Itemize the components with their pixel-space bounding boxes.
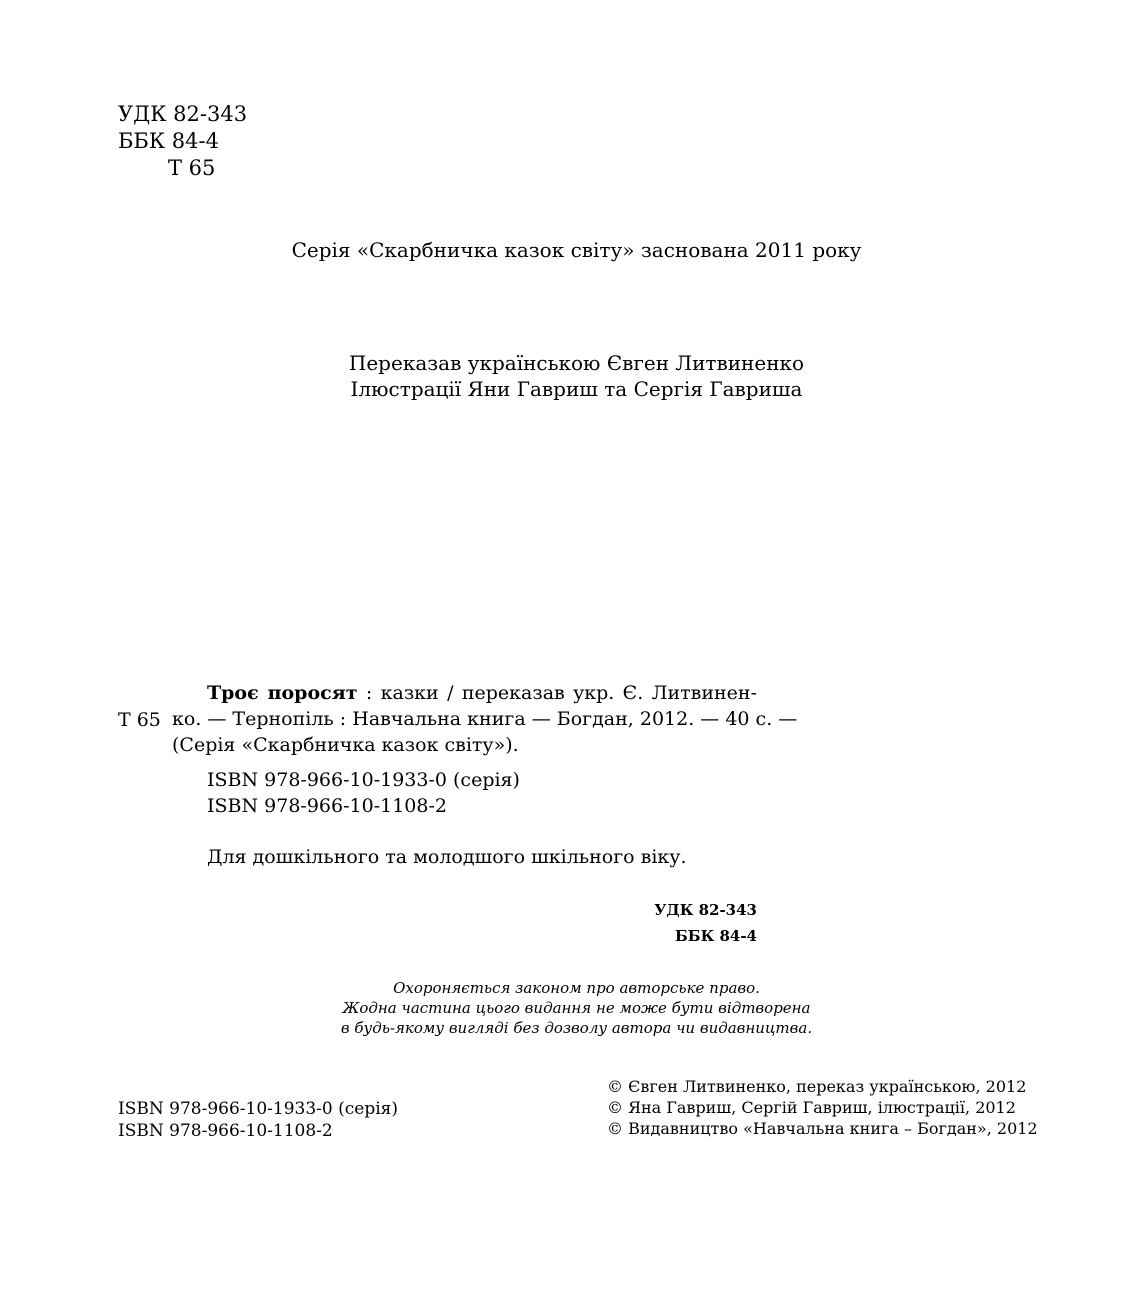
bottom-isbn-block xyxy=(118,1098,398,1142)
notice-line-1: Охороняється законом про авторське право. xyxy=(393,979,760,997)
retold-by-credit: Переказав українською Євген Литвиненко xyxy=(348,351,805,375)
bottom-isbn-series: ISBN 978-966-10-1933-0 (серія) xyxy=(118,1099,399,1119)
biblio-udk: УДК 82-343 xyxy=(654,901,757,919)
author-mark: Т 65 xyxy=(168,156,216,180)
copyright-publisher: © Видавництво «Навчальна книга – Богдан», 2012 xyxy=(607,1119,1038,1138)
series-statement: Серія «Скарбничка казок світу» заснована 2011 року xyxy=(291,238,862,262)
notice-line-2: Жодна частина цього видання не може бути відтворена xyxy=(342,999,811,1017)
biblio-author-mark: Т 65 xyxy=(118,709,161,731)
biblio-isbn-block xyxy=(207,767,520,819)
biblio-line-1 xyxy=(172,680,757,706)
isbn-book: ISBN 978-966-10-1108-2 xyxy=(207,795,447,817)
biblio-classification-codes xyxy=(560,897,757,949)
copyright-illustrators: © Яна Гавриш, Сергій Гавриш, ілюстрації, 2012 xyxy=(607,1098,1016,1117)
bibliographic-record xyxy=(172,680,798,758)
copyright-holders xyxy=(607,1076,1038,1139)
biblio-line-1-rest: : казки / переказав укр. Є. Литвинен- xyxy=(357,682,757,704)
udk-code: УДК 82-343 xyxy=(118,102,248,126)
biblio-bbk: ББК 84-4 xyxy=(674,927,757,945)
isbn-series: ISBN 978-966-10-1933-0 (серія) xyxy=(207,769,520,791)
credits-block xyxy=(0,350,1123,402)
top-classification-codes xyxy=(118,101,247,182)
biblio-line-2: ко. — Тернопіль : Навчальна книга — Богдан, 2012. — 40 с. — xyxy=(172,708,798,730)
biblio-line-3: (Серія «Скарбничка казок світу»). xyxy=(172,734,519,756)
copyright-translator: © Євген Литвиненко, переказ українською, 2012 xyxy=(607,1077,1027,1096)
bbk-code: ББК 84-4 xyxy=(118,129,219,153)
copyright-notice xyxy=(0,978,1123,1038)
book-title: Троє поросят xyxy=(207,682,358,704)
audience-note: Для дошкільного та молодшого шкільного віку. xyxy=(207,846,687,868)
notice-line-3: в будь-якому вигляді без дозволу автора чи видавництва. xyxy=(340,1019,813,1037)
illustrations-credit: Ілюстрації Яни Гавриш та Сергія Гавриша xyxy=(350,377,803,401)
bottom-isbn-book: ISBN 978-966-10-1108-2 xyxy=(118,1121,333,1141)
